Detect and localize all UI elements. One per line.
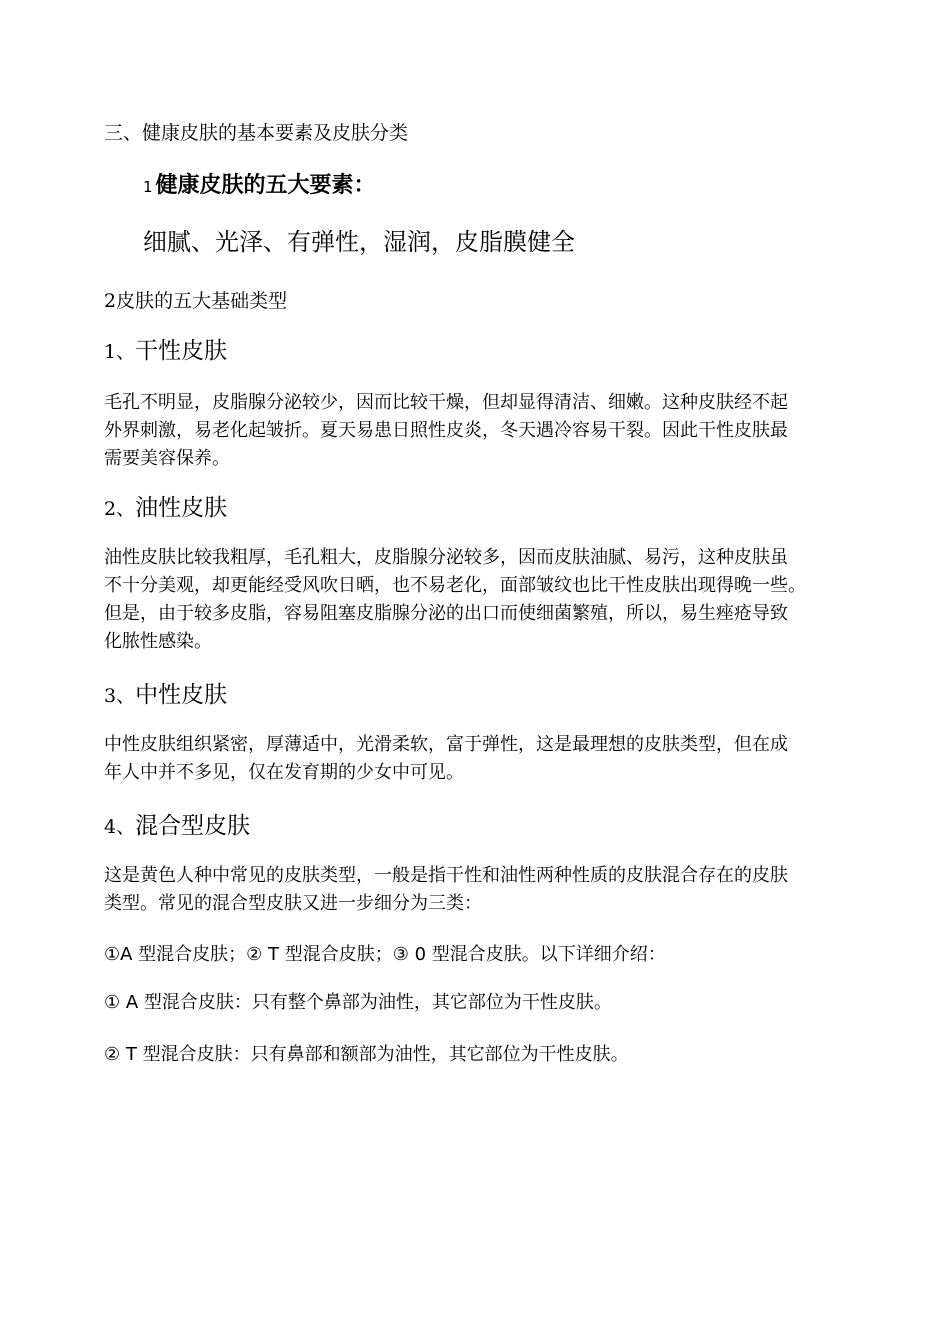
combination-subtypes-summary: ①A 型混合皮肤；② T 型混合皮肤；③ 0 型混合皮肤。以下详细介绍： [104,944,666,965]
dry-skin-heading [104,332,227,365]
section-heading: 三、健康皮肤的基本要素及皮肤分类 [104,122,409,144]
heading-number: 4、 [104,816,136,838]
paragraph-line: 化脓性感染。 [104,631,212,652]
paragraph-line: 毛孔不明显，皮脂腺分泌较少，因而比较干燥，但却显得清洁、细嫩。这种皮肤经不起 [104,392,788,413]
heading-text: 中性皮肤 [135,682,228,708]
heading-text: 干性皮肤 [135,338,228,364]
oily-skin-heading [104,489,227,522]
paragraph-line: 中性皮肤组织紧密，厚薄适中，光滑柔软，富于弹性，这是最理想的皮肤类型，但在成 [104,734,788,755]
dry-skin-paragraph [104,389,844,473]
combination-skin-paragraph [104,862,844,918]
paragraph-line: 需要美容保养。 [104,448,230,469]
healthy-skin-elements-list: 细腻、光泽、有弹性，湿润，皮脂膜健全 [143,228,575,256]
combination-skin-heading [104,807,250,840]
paragraph-line: 油性皮肤比较我粗厚，毛孔粗大，皮脂腺分泌较多，因而皮肤油腻、易污，这种皮肤虽 [104,547,788,568]
a-type-description: ① A 型混合皮肤：只有整个鼻部为油性，其它部位为干性皮肤。 [104,992,612,1013]
neutral-skin-heading [104,676,227,709]
t-type-description: ② T 型混合皮肤：只有鼻部和额部为油性，其它部位为干性皮肤。 [104,1044,629,1065]
paragraph-line: 但是，由于较多皮脂，容易阻塞皮脂腺分泌的出口而使细菌繁殖，所以，易生痤疮导致 [104,603,788,624]
heading-text: 油性皮肤 [135,495,228,521]
skin-types-heading: 2皮肤的五大基础类型 [104,290,288,312]
oily-skin-paragraph [104,544,844,656]
heading-number: 3、 [104,685,136,707]
heading-number: 1、 [104,341,136,363]
heading-text: 健康皮肤的五大要素： [155,173,376,198]
neutral-skin-paragraph [104,731,844,787]
paragraph-line: 年人中并不多见，仅在发育期的少女中可见。 [104,762,464,783]
paragraph-line: 类型。常见的混合型皮肤又进一步细分为三类： [104,893,482,914]
paragraph-line: 外界刺激，易老化起皱折。夏天易患日照性皮炎，冬天遇冷容易干裂。因此干性皮肤最 [104,420,788,441]
heading-number: 1 [143,178,153,196]
paragraph-line: 不十分美观，却更能经受风吹日晒，也不易老化，面部皱纹也比干性皮肤出现得晚一些。 [104,575,806,596]
paragraph-line: 这是黄色人种中常见的皮肤类型，一般是指干性和油性两种性质的皮肤混合存在的皮肤 [104,865,788,886]
heading-text: 混合型皮肤 [135,813,251,839]
healthy-skin-elements-heading [143,168,376,199]
heading-number: 2、 [104,498,136,520]
